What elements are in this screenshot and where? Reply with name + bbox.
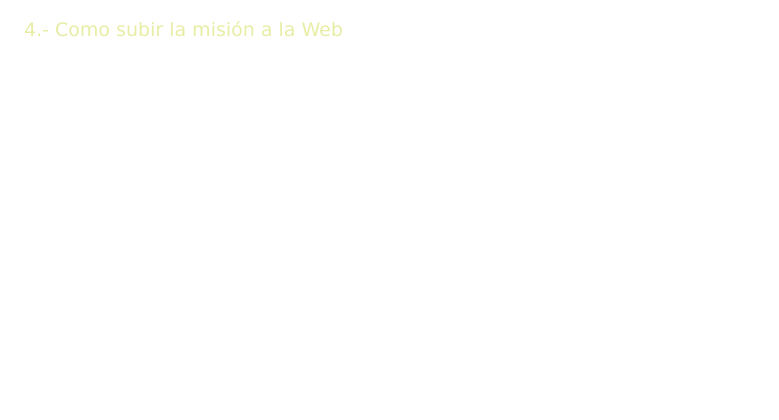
- section-title: 4.- Como subir la misión a la Web: [24, 19, 343, 41]
